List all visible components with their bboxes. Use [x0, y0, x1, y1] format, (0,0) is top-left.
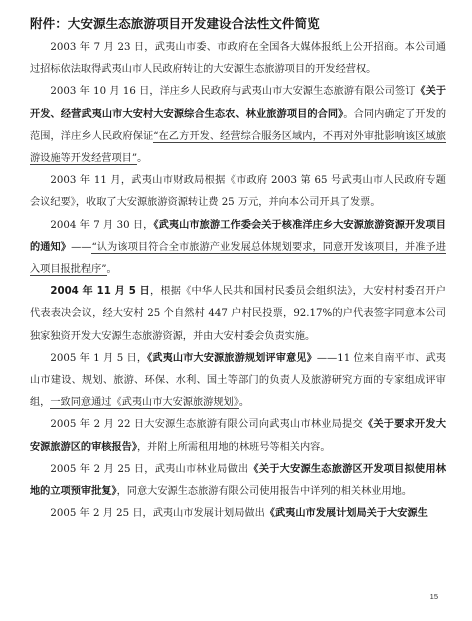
paragraph-text: ，并附上所需租用地的林班号等相关内容。 [136, 441, 331, 453]
contract-title: 《关于开发、经营武夷山市大安村大安源综合生态农、林业旅游项目的合同》 [30, 86, 447, 120]
paragraph-text: 2003 年 7 月 23 日，武夷山市委、市政府在全国各大媒体报纸上公开招商。本公司通过招标依法取得武夷山市人民政府转让的大安源生态旅游项目的开发经营权。 [30, 42, 446, 76]
paragraph-text: 。 [106, 264, 117, 276]
paragraph-text: 2003 年 11 月，武夷山市财政局根据《市政府 2003 第 65 号武夷山市人民政府专题会议纪要》，收取了大安源旅游资源转让费 25 万元，并向本公司开具了发票。 [30, 175, 446, 209]
notice-title: 《武夷山市旅游工作委会关于核准洋庄乡大安源旅游资源开发项目的通知》 [30, 219, 446, 253]
paragraph-text: 2004 年 7 月 30 日， [50, 219, 154, 231]
paragraph-2003-10-16 [30, 81, 446, 170]
paragraph-2005-02-25-forestry [30, 459, 446, 503]
planning-title: 《武夷山市发展计划局关于大安源生 [264, 508, 428, 520]
paragraph-text: 2005 年 2 月 22 日大安源生态旅游有限公司向武夷山市林业局提交 [50, 419, 363, 431]
report-title: 《关于要求开发大安源旅游区的审核报告》 [30, 419, 447, 453]
review-title: 《武夷山市大安源旅游规划评审意见》 [147, 352, 317, 364]
paragraph-2005-02-25-planning [30, 503, 446, 525]
underlined-quote: “认为该项目符合全市旅游产业发展总体规划要求，同意开发该项目，并准予进入项目报批程序” [30, 241, 446, 276]
approval-title: 《关于大安源生态旅游区开发项目拟使用林地的立项预审批复》 [30, 463, 447, 498]
document-title: 附件：大安源生态旅游项目开发建设合法性文件简览 [30, 16, 320, 31]
paragraph-2005-01-05 [30, 348, 446, 415]
paragraph-text: 。 [238, 397, 250, 409]
underlined-quote: “在乙方开发、经营综合服务区域内，不再对外审批影响该区域旅游设施等开发经营项目” [30, 130, 446, 165]
page-number: 15 [429, 592, 438, 601]
paragraph-text: 2003 年 10 月 16 日，洋庄乡人民政府与武夷山市大安源生态旅游有限公司签订 [50, 86, 416, 98]
paragraph-2005-02-22 [30, 414, 446, 458]
paragraph-2004-07-30 [30, 215, 446, 282]
paragraph-text: 。 [137, 153, 148, 165]
paragraph-text: ——11 位来自南平市、武夷山市建设、规划、旅游、环保、水利、国土等部门的负责人及旅游研究方面的专家组成评审组， [30, 352, 446, 409]
paragraph-text: 。合同内确定了开发的范围，洋庄乡人民政府保证 [30, 108, 447, 142]
paragraph-text: 2005 年 2 月 25 日，武夷山市林业局做出 [50, 463, 249, 475]
paragraph-2003-07-23 [30, 37, 446, 81]
paragraph-2003-11 [30, 170, 446, 214]
underlined-quote: 一致同意通过《武夷山市大安源旅游规划》 [50, 397, 239, 409]
paragraph-text: —— [71, 241, 92, 253]
bold-date: 2004 年 11 月 5 日 [50, 286, 150, 298]
paragraph-text: 2005 年 1 月 5 日， [50, 352, 148, 364]
paragraph-text: ，同意大安源生态旅游有限公司使用报告中详列的相关林业用地。 [116, 486, 413, 498]
paragraph-text: ，根据《中华人民共和国村民委员会组织法》，大安村村委召开户代表表决会议，经大安村 25 个自然村 447 户村民投票，92.17%的户代表签字同意本公司独家独资开发大安源生态旅游资源，并由大安村委会负责实施。 [30, 286, 446, 342]
paragraph-text: 2005 年 2 月 25 日，武夷山市发展计划局做出 [50, 508, 265, 520]
paragraph-2004-11-05 [30, 281, 446, 348]
